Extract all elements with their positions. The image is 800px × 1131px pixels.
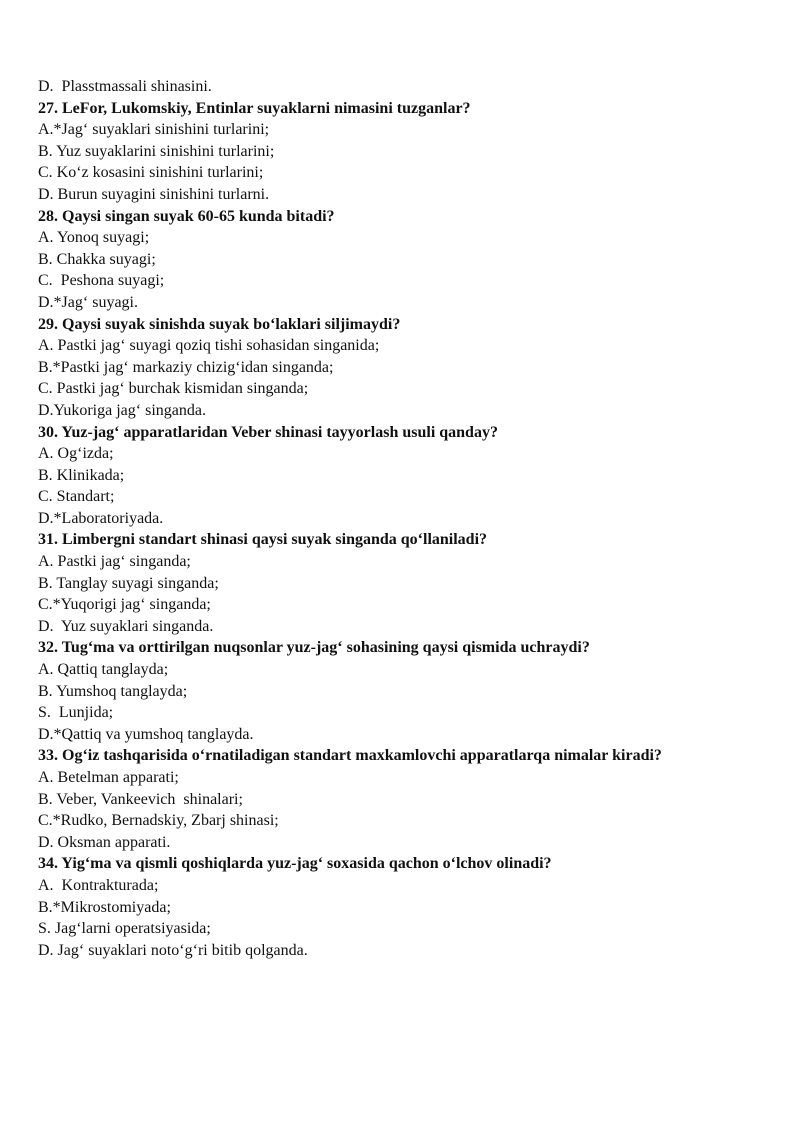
answer-option: D. Plasstmassali shinasini. <box>38 78 212 95</box>
answer-option: A. Og‘izda; <box>38 445 114 463</box>
answer-option: A. Betelman apparati; <box>38 769 179 786</box>
answer-option: A. Yonoq suyagi; <box>38 229 150 247</box>
question-text: 28. Qaysi singan suyak 60-65 kunda bitadi? <box>38 207 335 225</box>
answer-option: A. Kontrakturada; <box>38 876 159 894</box>
answer-option: C.*Yuqorigi jag‘ singanda; <box>38 596 211 614</box>
answer-option: B.*Mikrostomiyada; <box>38 898 171 916</box>
question-text: 34. Yig‘ma va qismli qoshiqlarda yuz-jag‘ soxasida qachon o‘lchov olinadi? <box>38 855 552 873</box>
question-text: 31. Limbergni standart shinasi qaysi suyak singanda qo‘llaniladi? <box>38 531 488 549</box>
answer-option: C. Peshona suyagi; <box>38 272 165 290</box>
answer-option: C. Pastki jag‘ burchak kismidan singanda; <box>38 380 309 398</box>
answer-option: A. Pastki jag‘ suyagi qoziq tishi sohasidan singanida; <box>38 337 380 355</box>
answer-option: B. Veber, Vankeevich shinalari; <box>38 790 243 808</box>
answer-option: D. Burun suyagini sinishini turlarni. <box>38 185 270 203</box>
answer-option: S. Jag‘larni operatsiyasida; <box>38 920 211 938</box>
answer-option: D.*Qattiq va yumshoq tanglayda. <box>38 725 254 743</box>
answer-option: D. Jag‘ suyaklari noto‘g‘ri bitib qolganda. <box>38 941 308 959</box>
answer-option: B. Chakka suyagi; <box>38 250 156 268</box>
question-text: 29. Qaysi suyak sinishda suyak bo‘laklari siljimaydi? <box>38 315 401 333</box>
answer-option: A. Qattiq tanglayda; <box>38 661 169 679</box>
answer-option: B. Tanglay suyagi singanda; <box>38 574 219 592</box>
answer-option: B. Klinikada; <box>38 466 125 484</box>
question-text: 33. Og‘iz tashqarisida o‘rnatiladigan standart maxkamlovchi apparatlarqa nimalar kiradi? <box>38 747 662 765</box>
answer-option: D. Oksman apparati. <box>38 833 171 851</box>
document-body <box>38 76 764 961</box>
answer-option: A. Pastki jag‘ singanda; <box>38 553 191 571</box>
question-text: 32. Tug‘ma va orttirilgan nuqsonlar yuz-jag‘ sohasining qaysi qismida uchraydi? <box>38 639 590 657</box>
answer-option: C. Ko‘z kosasini sinishini turlarini; <box>38 164 264 182</box>
answer-option: B.*Pastki jag‘ markaziy chizig‘idan singanda; <box>38 358 334 376</box>
question-text: 30. Yuz-jag‘ apparatlaridan Veber shinasi tayyorlash usuli qanday? <box>38 423 498 441</box>
answer-option: D.Yukoriga jag‘ singanda. <box>38 401 206 419</box>
answer-option: S. Lunjida; <box>38 704 114 722</box>
answer-option: D.*Laboratoriyada. <box>38 509 164 527</box>
answer-option: C.*Rudko, Bernadskiy, Zbarj shinasi; <box>38 812 279 830</box>
answer-option: D. Yuz suyaklari singanda. <box>38 617 214 635</box>
answer-option: D.*Jag‘ suyagi. <box>38 293 138 311</box>
answer-option: A.*Jag‘ suyaklari sinishini turlarini; <box>38 121 270 139</box>
answer-option: B. Yuz suyaklarini sinishini turlarini; <box>38 142 275 160</box>
answer-option: C. Standart; <box>38 488 115 506</box>
question-text: 27. LeFor, Lukomskiy, Entinlar suyaklarni nimasini tuzganlar? <box>38 99 471 117</box>
answer-option: B. Yumshoq tanglayda; <box>38 682 188 700</box>
